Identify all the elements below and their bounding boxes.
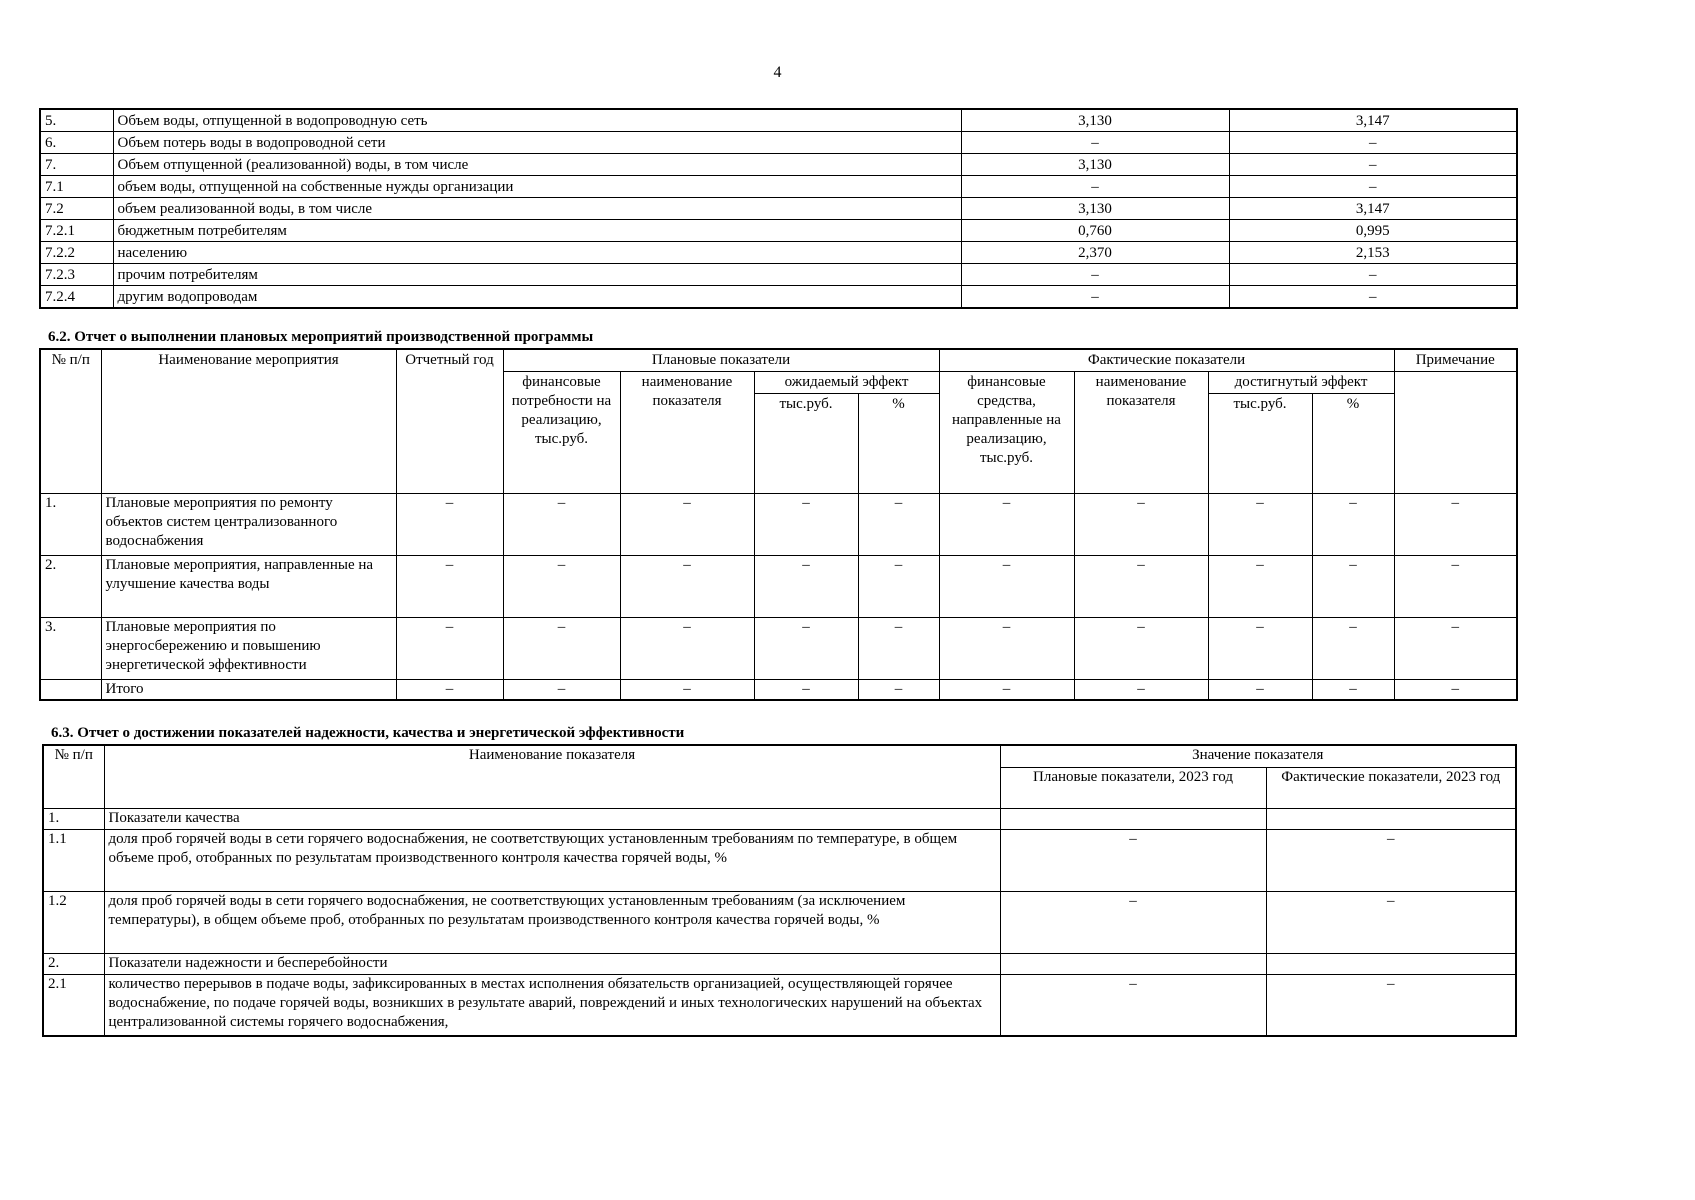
- header-note: Примечание: [1394, 349, 1517, 371]
- row-number: 2.: [40, 555, 101, 617]
- plan-value: [1000, 953, 1266, 974]
- fact-value: –: [1266, 974, 1516, 1036]
- table-row: [40, 109, 1517, 132]
- header-fact-pct: %: [1312, 393, 1394, 493]
- header-name: Наименование показателя: [104, 745, 1000, 808]
- header-plan-fin: финансовые потребности на реализацию, тыс.руб.: [503, 371, 620, 493]
- row-number: 7.2.1: [40, 220, 113, 242]
- header-plan-indicator: наименование показателя: [620, 371, 754, 493]
- cell-fact-pct: –: [1312, 617, 1394, 679]
- fact-value: –: [1229, 264, 1517, 286]
- cell-plan-rub: –: [754, 493, 858, 555]
- table-row: [40, 132, 1517, 154]
- row-number: 1.1: [43, 829, 104, 891]
- fact-value: –: [1229, 154, 1517, 176]
- header-row: [40, 349, 1517, 371]
- row-name: объем воды, отпущенной на собственные нужды организации: [113, 176, 961, 198]
- plan-value: –: [961, 286, 1229, 309]
- table-row: [40, 493, 1517, 555]
- section-6-2-title: 6.2. Отчет о выполнении плановых мероприятий производственной программы: [48, 329, 594, 345]
- plan-value: 2,370: [961, 242, 1229, 264]
- cell-plan-pct: –: [858, 617, 939, 679]
- header-num: № п/п: [40, 349, 101, 493]
- fact-value: 0,995: [1229, 220, 1517, 242]
- row-name: другим водопроводам: [113, 286, 961, 309]
- table-row: [43, 953, 1516, 974]
- row-number: 5.: [40, 109, 113, 132]
- cell-plan-indicator: –: [620, 493, 754, 555]
- header-plan-pct: %: [858, 393, 939, 493]
- header-note-empty: [1394, 371, 1517, 493]
- table-row: [40, 617, 1517, 679]
- fact-value: 3,147: [1229, 109, 1517, 132]
- row-name: Объем воды, отпущенной в водопроводную сеть: [113, 109, 961, 132]
- cell-plan-rub: –: [754, 679, 858, 700]
- header-plan-effect: ожидаемый эффект: [754, 371, 939, 393]
- row-number: 1.: [40, 493, 101, 555]
- cell-fact-fin: –: [939, 493, 1074, 555]
- measure-name: Плановые мероприятия по ремонту объектов систем централизованного водоснабжения: [101, 493, 396, 555]
- fact-value: –: [1266, 891, 1516, 953]
- row-number: 2.1: [43, 974, 104, 1036]
- cell-fact-fin: –: [939, 617, 1074, 679]
- indicator-name: Показатели надежности и бесперебойности: [104, 953, 1000, 974]
- plan-value: –: [961, 264, 1229, 286]
- row-name: населению: [113, 242, 961, 264]
- fact-value: –: [1229, 176, 1517, 198]
- fact-value: –: [1229, 132, 1517, 154]
- row-number: 6.: [40, 132, 113, 154]
- header-fact-indicator: наименование показателя: [1074, 371, 1208, 493]
- plan-value: –: [961, 176, 1229, 198]
- row-number: 1.2: [43, 891, 104, 953]
- row-name: прочим потребителям: [113, 264, 961, 286]
- table-row: [43, 829, 1516, 891]
- cell-year: –: [396, 679, 503, 700]
- table-row: [40, 176, 1517, 198]
- water-volume-table: [39, 108, 1518, 309]
- indicator-name: Показатели качества: [104, 808, 1000, 829]
- cell-fact-rub: –: [1208, 493, 1312, 555]
- cell-fact-pct: –: [1312, 679, 1394, 700]
- table-row: [40, 264, 1517, 286]
- row-name: Объем отпущенной (реализованной) воды, в том числе: [113, 154, 961, 176]
- cell-note: –: [1394, 493, 1517, 555]
- indicators-table: [42, 744, 1517, 1037]
- row-number: 7.2.4: [40, 286, 113, 309]
- row-number: 7.: [40, 154, 113, 176]
- cell-year: –: [396, 493, 503, 555]
- cell-fact-indicator: –: [1074, 617, 1208, 679]
- cell-plan-rub: –: [754, 617, 858, 679]
- row-number: 2.: [43, 953, 104, 974]
- header-plan-rub: тыс.руб.: [754, 393, 858, 493]
- cell-note: –: [1394, 617, 1517, 679]
- cell-plan-fin: –: [503, 679, 620, 700]
- row-name: бюджетным потребителям: [113, 220, 961, 242]
- total-row: [40, 679, 1517, 700]
- cell-note: –: [1394, 555, 1517, 617]
- planned-measures-table: [39, 348, 1518, 701]
- plan-value: 3,130: [961, 198, 1229, 220]
- cell-plan-fin: –: [503, 493, 620, 555]
- fact-value: –: [1229, 286, 1517, 309]
- plan-value: 0,760: [961, 220, 1229, 242]
- page-number: 4: [773, 64, 782, 81]
- section-6-3-title: 6.3. Отчет о достижении показателей надежности, качества и энергетической эффективности: [51, 725, 685, 741]
- header-year: Отчетный год: [396, 349, 503, 493]
- row-number-empty: [40, 679, 101, 700]
- fact-value: [1266, 808, 1516, 829]
- cell-fact-rub: –: [1208, 555, 1312, 617]
- plan-value: –: [961, 132, 1229, 154]
- header-fact-fin: финансовые средства, направленные на реализацию, тыс.руб.: [939, 371, 1074, 493]
- table-row: [43, 974, 1516, 1036]
- cell-plan-indicator: –: [620, 679, 754, 700]
- header-fact: Фактические показатели, 2023 год: [1266, 767, 1516, 808]
- row-number: 1.: [43, 808, 104, 829]
- row-number: 7.2: [40, 198, 113, 220]
- table-row: [40, 198, 1517, 220]
- cell-fact-pct: –: [1312, 555, 1394, 617]
- header-value-group: Значение показателя: [1000, 745, 1516, 767]
- fact-value: 3,147: [1229, 198, 1517, 220]
- cell-note: –: [1394, 679, 1517, 700]
- cell-fact-rub: –: [1208, 617, 1312, 679]
- row-name: объем реализованной воды, в том числе: [113, 198, 961, 220]
- header-fact-effect: достигнутый эффект: [1208, 371, 1394, 393]
- indicator-name: доля проб горячей воды в сети горячего водоснабжения, не соответствующих установленным требованиям (за исключением температуры), в общем объеме проб, отобранных по результатам производственного контроля качества горячей воды, %: [104, 891, 1000, 953]
- row-name: Объем потерь воды в водопроводной сети: [113, 132, 961, 154]
- plan-value: [1000, 808, 1266, 829]
- cell-plan-pct: –: [858, 493, 939, 555]
- cell-year: –: [396, 617, 503, 679]
- cell-plan-pct: –: [858, 555, 939, 617]
- row-number: 7.1: [40, 176, 113, 198]
- plan-value: –: [1000, 974, 1266, 1036]
- cell-plan-fin: –: [503, 617, 620, 679]
- header-fact-group: Фактические показатели: [939, 349, 1394, 371]
- cell-plan-pct: –: [858, 679, 939, 700]
- table-row: [43, 891, 1516, 953]
- row-number: 7.2.3: [40, 264, 113, 286]
- table-row: [40, 242, 1517, 264]
- cell-plan-fin: –: [503, 555, 620, 617]
- fact-value: [1266, 953, 1516, 974]
- table-row: [40, 154, 1517, 176]
- plan-value: –: [1000, 891, 1266, 953]
- cell-fact-indicator: –: [1074, 493, 1208, 555]
- measure-name: Плановые мероприятия по энергосбережению и повышению энергетической эффективности: [101, 617, 396, 679]
- row-number: 3.: [40, 617, 101, 679]
- row-number: 7.2.2: [40, 242, 113, 264]
- plan-value: 3,130: [961, 154, 1229, 176]
- plan-value: 3,130: [961, 109, 1229, 132]
- indicator-name: доля проб горячей воды в сети горячего водоснабжения, не соответствующих установленным требованиям по температуре, в общем объеме проб, отобранных по результатам производственного контроля качества горячей воды, %: [104, 829, 1000, 891]
- cell-fact-indicator: –: [1074, 555, 1208, 617]
- cell-year: –: [396, 555, 503, 617]
- table-row: [43, 808, 1516, 829]
- cell-fact-indicator: –: [1074, 679, 1208, 700]
- plan-value: –: [1000, 829, 1266, 891]
- header-row: [43, 745, 1516, 767]
- table-row: [40, 555, 1517, 617]
- cell-fact-fin: –: [939, 555, 1074, 617]
- table-row: [40, 220, 1517, 242]
- cell-fact-pct: –: [1312, 493, 1394, 555]
- header-plan-group: Плановые показатели: [503, 349, 939, 371]
- cell-plan-indicator: –: [620, 617, 754, 679]
- cell-plan-indicator: –: [620, 555, 754, 617]
- header-fact-rub: тыс.руб.: [1208, 393, 1312, 493]
- header-plan: Плановые показатели, 2023 год: [1000, 767, 1266, 808]
- table-row: [40, 286, 1517, 309]
- fact-value: –: [1266, 829, 1516, 891]
- cell-fact-rub: –: [1208, 679, 1312, 700]
- cell-fact-fin: –: [939, 679, 1074, 700]
- fact-value: 2,153: [1229, 242, 1517, 264]
- indicator-name: количество перерывов в подаче воды, зафиксированных в местах исполнения обязательств организацией, осуществляющей горячее водоснабжение, по подаче горячей воды, возникших в результате аварий, повреждений и иных технологических нарушений на объектах централизованной системы горячего водоснабжения,: [104, 974, 1000, 1036]
- cell-plan-rub: –: [754, 555, 858, 617]
- header-name: Наименование мероприятия: [101, 349, 396, 493]
- total-label: Итого: [101, 679, 396, 700]
- measure-name: Плановые мероприятия, направленные на улучшение качества воды: [101, 555, 396, 617]
- header-num: № п/п: [43, 745, 104, 808]
